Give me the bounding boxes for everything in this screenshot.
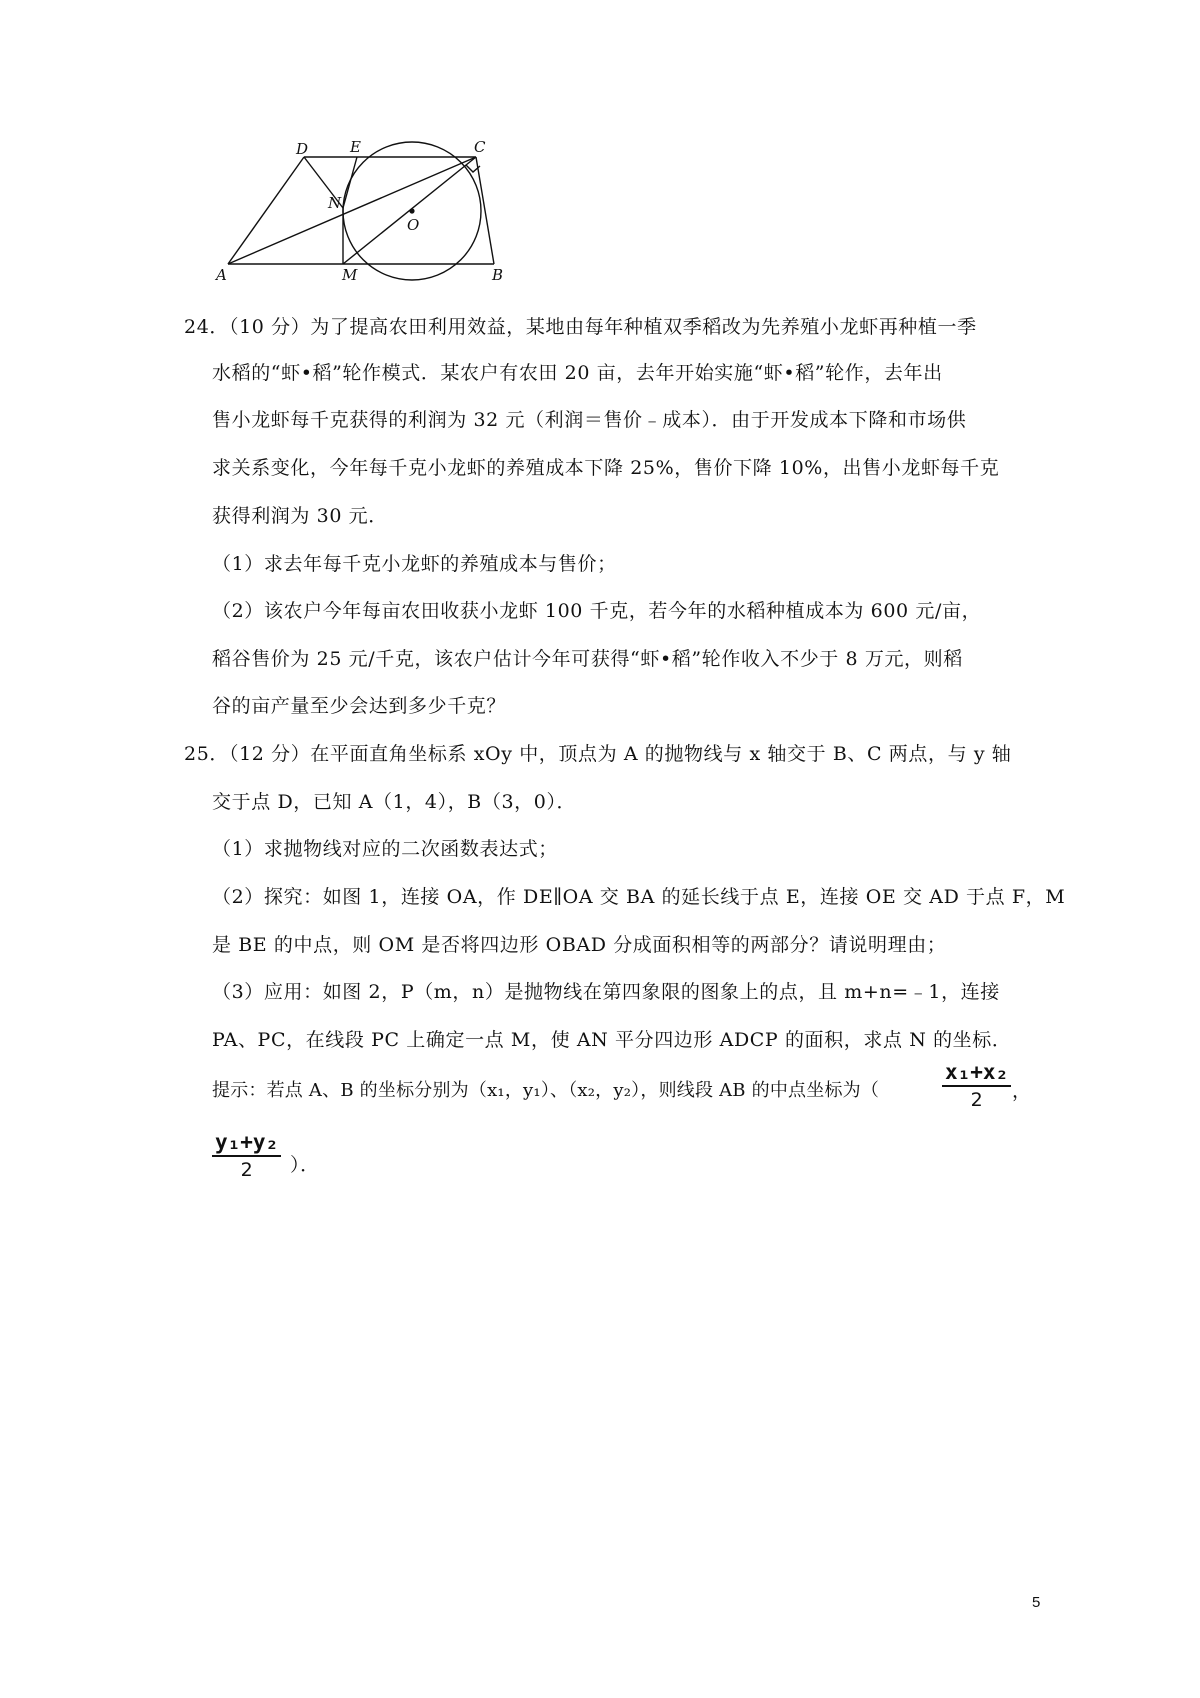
q25-sub-3-line-1: （3）应用：如图 2，P（m，n）是抛物线在第四象限的图象上的点，且 m+n=﹣1，连接	[212, 981, 1000, 1003]
q24-sub-2-line-1: （2）该农户今年每亩农田收获小龙虾 100 千克，若今年的水稻种植成本为 600 元/亩，	[212, 600, 982, 622]
hint-end: ）．	[290, 1154, 320, 1176]
center-dot	[409, 208, 414, 213]
q24-sub-2-line-2: 稻谷售价为 25 元/千克，该农户估计今年可获得“虾•稻”轮作收入不少于 8 万元，则稻	[212, 648, 963, 670]
q24-line-5: 获得利润为 30 元．	[212, 505, 388, 527]
q24-line-1: 24．（10 分）为了提高农田利用效益，某地由每年种植双季稻改为先养殖小龙虾再种植一季	[184, 316, 977, 338]
label-n: N	[328, 194, 342, 212]
q25-sub-1: （1）求抛物线对应的二次函数表达式；	[212, 838, 558, 860]
fraction-y-midpoint	[212, 1130, 281, 1181]
label-d: D	[296, 140, 309, 158]
segment-cb	[476, 157, 494, 264]
q25-line-1: 25．（12 分）在平面直角坐标系 xOy 中，顶点为 A 的抛物线与 x 轴交于 B、C 两点，与 y 轴	[184, 743, 1012, 765]
label-c: C	[474, 140, 486, 156]
page-number: 5	[1032, 1594, 1041, 1611]
fraction-x-denominator: 2	[970, 1088, 983, 1111]
q25-hint-text: 提示：若点 A、B 的坐标分别为（x₁，y₁）、（x₂，y₂），则线段 AB 的中点坐标为（	[212, 1080, 880, 1101]
label-b: B	[492, 266, 504, 284]
label-m: M	[342, 266, 358, 284]
fraction-y-numerator: y₁+y₂	[215, 1130, 279, 1154]
q24-sub-1: （1）求去年每千克小龙虾的养殖成本与售价；	[212, 553, 617, 575]
q24-line-4: 求关系变化，今年每千克小龙虾的养殖成本下降 25%，售价下降 10%，出售小龙虾每千克	[212, 457, 1000, 479]
q24-line-3: 售小龙虾每千克获得的利润为 32 元（利润＝售价﹣成本）．由于开发成本下降和市场供	[212, 409, 967, 431]
q24-line-2: 水稻的“虾•稻”轮作模式．某农户有农田 20 亩，去年开始实施“虾•稻”轮作，去年出	[212, 362, 943, 384]
segment-en	[343, 157, 357, 208]
q25-sub-2-line-1: （2）探究：如图 1，连接 OA，作 DE∥OA 交 BA 的延长线于点 E，连接 OE 交 AD 于点 F，M	[212, 886, 1066, 908]
q24-sub-2-line-3: 谷的亩产量至少会达到多少千克？	[212, 695, 507, 717]
fraction-x-numerator: x₁+x₂	[945, 1060, 1009, 1084]
fraction-y-denominator: 2	[240, 1158, 253, 1181]
geometry-figure	[212, 140, 532, 300]
label-e: E	[350, 140, 361, 156]
q25-sub-3-line-2: PA、PC，在线段 PC 上确定一点 M，使 AN 平分四边形 ADCP 的面积，求点 N 的坐标．	[212, 1029, 1012, 1051]
hint-comma: ，	[1012, 1080, 1032, 1102]
q25-line-2: 交于点 D，已知 A（1，4），B（3，0）．	[212, 791, 577, 813]
fraction-x-midpoint	[942, 1060, 1011, 1111]
label-a: A	[216, 266, 227, 284]
label-o: O	[407, 216, 420, 234]
q25-sub-2-line-2: 是 BE 的中点，则 OM 是否将四边形 OBAD 分成面积相等的两部分？请说明理由；	[212, 934, 947, 956]
